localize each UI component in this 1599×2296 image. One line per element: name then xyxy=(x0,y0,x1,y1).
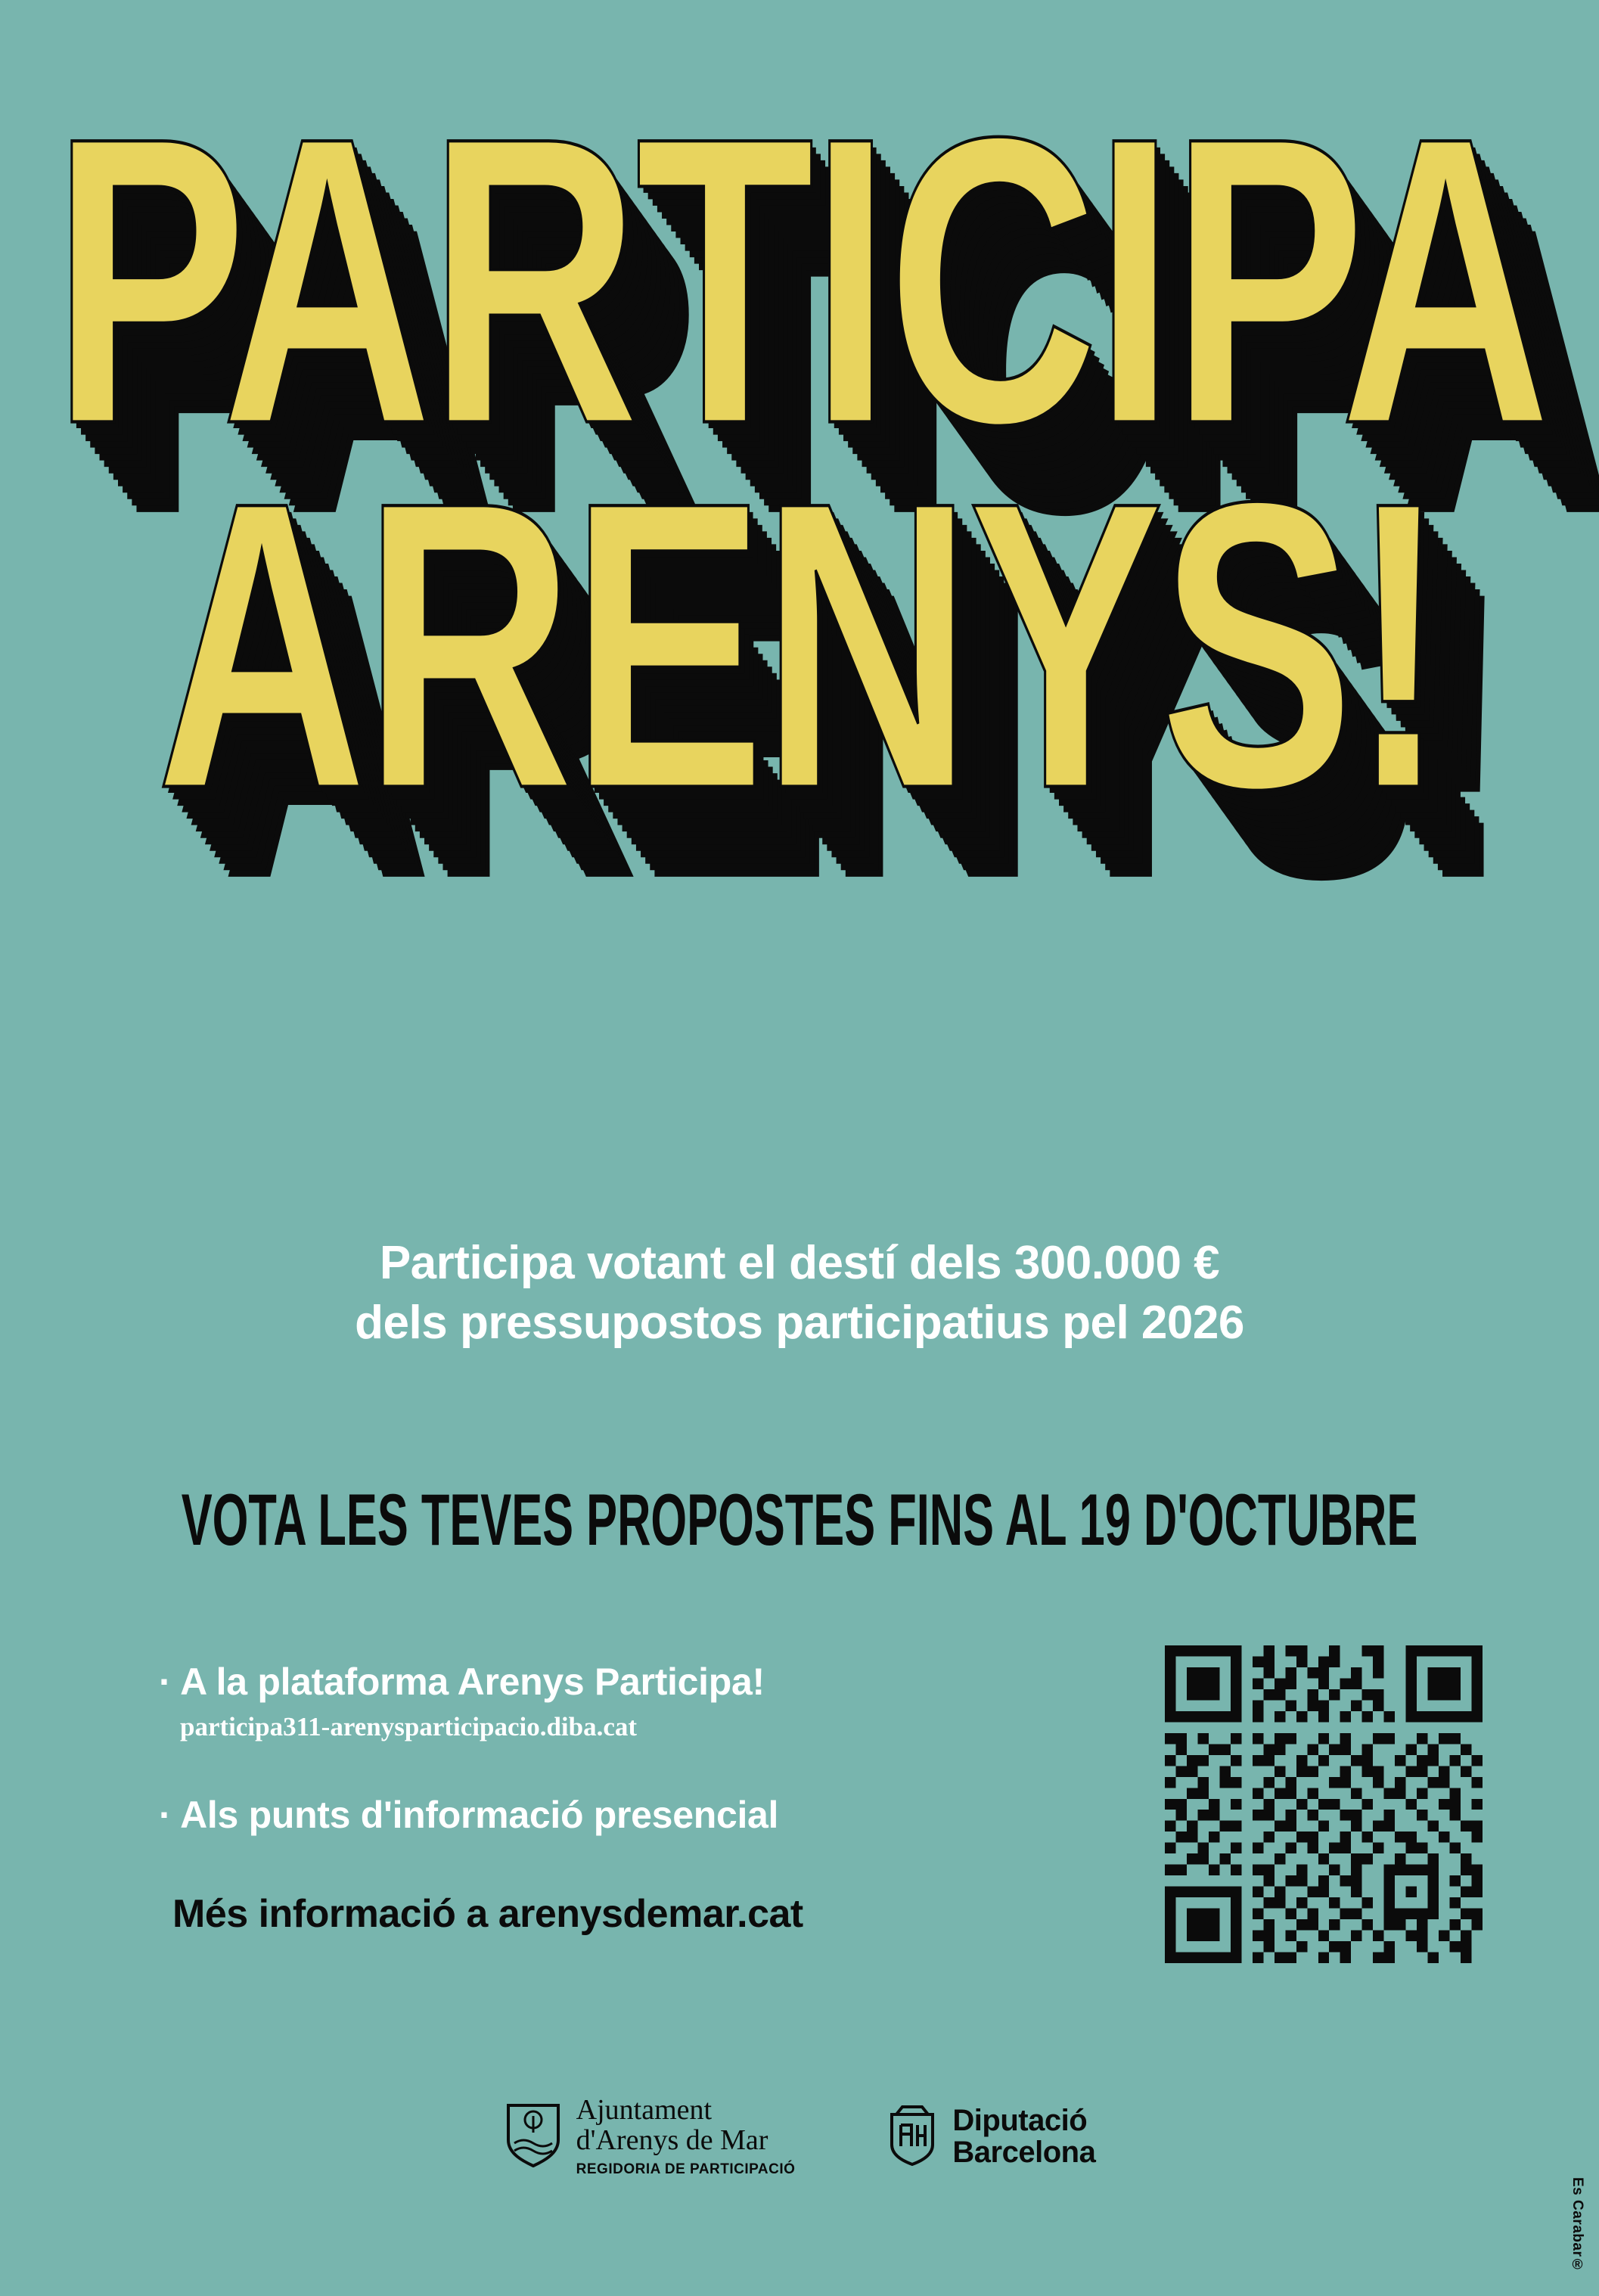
poster-headline xyxy=(0,52,1599,874)
subtitle-line-2: dels pressupostos participatius pel 2026 xyxy=(355,1297,1244,1350)
subtitle-line-1: Participa votant el destí dels 300.000 € xyxy=(379,1237,1220,1289)
headline-line-2: ARENYS! xyxy=(156,416,1443,874)
logo-ajuntament-text xyxy=(576,2096,796,2177)
logo-diputacio-text xyxy=(952,2105,1095,2168)
qr-code[interactable] xyxy=(1165,1645,1483,1963)
footer-logos xyxy=(0,2096,1599,2177)
logo-ajuntament-line-1: Ajuntament xyxy=(576,2094,713,2126)
bullet-item-presencial: · Als punts d'informació presencial xyxy=(159,1793,779,1836)
more-info-text: Més informació a arenysdemar.cat xyxy=(172,1892,803,1936)
bullet-item-platform: · A la plataforma Arenys Participa! xyxy=(159,1661,765,1703)
logo-diputacio-line-2: Barcelona xyxy=(952,2135,1096,2169)
logo-ajuntament-line-3: REGIDORIA DE PARTICIPACIÓ xyxy=(576,2161,796,2177)
participation-channels xyxy=(159,1661,1051,1841)
qr-code-container[interactable] xyxy=(1165,1645,1483,1963)
logo-ajuntament-line-2: d'Arenys de Mar xyxy=(576,2124,768,2156)
headline-line-1: PARTICIPA xyxy=(51,52,1548,509)
logo-ajuntament-arenys-de-mar xyxy=(504,2096,796,2177)
platform-url[interactable]: participa311-arenysparticipacio.diba.cat xyxy=(180,1711,638,1741)
designer-credit: Es Carabar® xyxy=(1570,2177,1585,2273)
poster-subtitle xyxy=(0,1233,1599,1353)
logo-diputacio-line-1: Diputació xyxy=(952,2103,1088,2137)
logo-diputacio-barcelona xyxy=(886,2102,1095,2170)
diputacio-barcelona-crest-icon xyxy=(886,2102,939,2170)
voting-deadline-banner: VOTA LES TEVES PROPOSTES FINS AL 19 D'OCTUBRE xyxy=(181,1480,1418,1561)
arenys-de-mar-coat-of-arms-icon xyxy=(504,2101,563,2171)
